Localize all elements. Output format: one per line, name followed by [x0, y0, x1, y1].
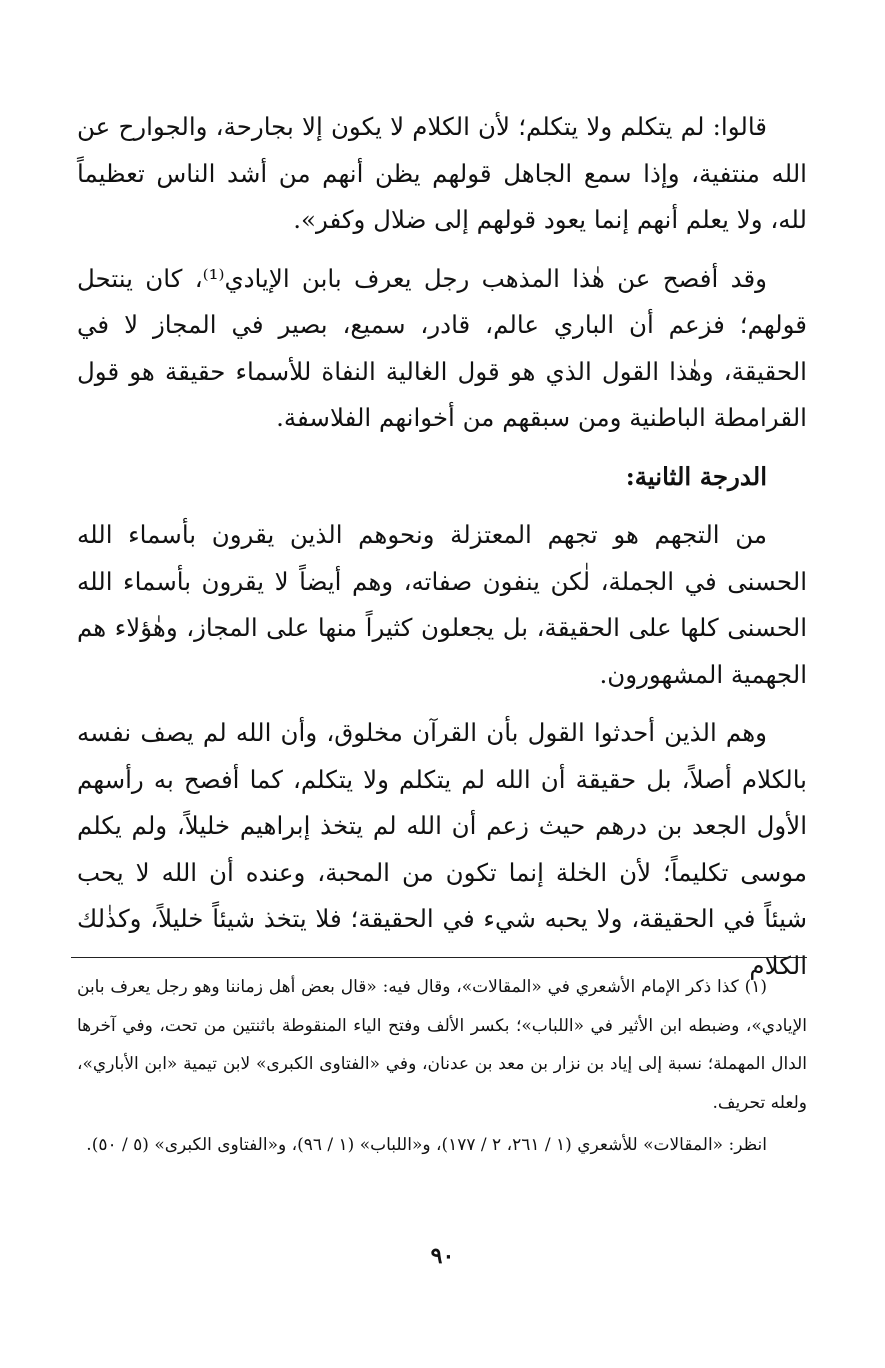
page-number: ٩٠: [430, 1243, 455, 1269]
paragraph-2: وقد أفصح عن هٰذا المذهب رجل يعرف بابن الإيادي⁽¹⁾، كان ينتحل قولهم؛ فزعم أن الباري عالم، قادر، سميع، بصير في المجاز لا في الحقيقة، وهٰذا القول الذي هو قول الغالية النفاة للأسماء حقيقة هو قول القرامطة الباطنية ومن سبقهم من أخوانهم الفلاسفة.: [77, 263, 807, 432]
footnote-1: (١) كذا ذكر الإمام الأشعري في «المقالات»، وقال فيه: «قال بعض أهل زماننا وهو رجل يعرف بابن الإيادي»، وضبطه ابن الأثير في «اللباب»؛ بكسر الألف وفتح الياء المنقوطة باثنتين من تحت، وفي آخرها الدال المهملة؛ نسبة إلى إياد بن نزار بن معد بن عدنان، وفي «الفتاوى الكبرى» لابن تيمية «ابن الأباري»، ولعله تحريف.: [77, 977, 807, 1113]
paragraph-1: قالوا: لم يتكلم ولا يتكلم؛ لأن الكلام لا يكون إلا بجارحة، والجوارح عن الله منتفية، وإذا سمع الجاهل قولهم يظن أنهم من أشد الناس تعظيماً لله، ولا يعلم أنهم إنما يعود قولهم إلى ضلال وكفر».: [77, 112, 807, 234]
footnotes: [77, 968, 807, 1169]
main-text: [77, 104, 807, 1001]
footnote-reference: انظر: «المقالات» للأشعري (١ / ٢٦١، ٢ / ١٧٧)، و«اللباب» (١ / ٩٦)، و«الفتاوى الكبرى» (٥ / ٥٠).: [86, 1135, 767, 1155]
paragraph-4: وهم الذين أحدثوا القول بأن القرآن مخلوق، وأن الله لم يصف نفسه بالكلام أصلاً، بل حقيقة أن الله لم يتكلم ولا يتكلم، كما أفصح به رأسهم الأول الجعد بن درهم حيث زعم أن الله لم يتخذ إبراهيم خليلاً، ولم يكلم موسى تكليماً؛ لأن الخلة إنما تكون من المحبة، وعنده أن الله لا يحب شيئاً في الحقيقة، ولا يحبه شيء في الحقيقة؛ فلا يتخذ شيئاً خليلاً، وكذٰلك الكلام: [77, 718, 807, 980]
footnote-separator: [71, 957, 807, 958]
section-heading: الدرجة الثانية:: [625, 461, 767, 491]
paragraph-3: من التجهم هو تجهم المعتزلة ونحوهم الذين يقرون بأسماء الله الحسنى في الجملة، لٰكن ينفون صفاته، وهم أيضاً لا يقرون بأسماء الله الحسنى كلها على الحقيقة، بل يجعلون كثيراً منها على المجاز، وهٰؤلاء هم الجهمية المشهورون.: [77, 520, 807, 689]
